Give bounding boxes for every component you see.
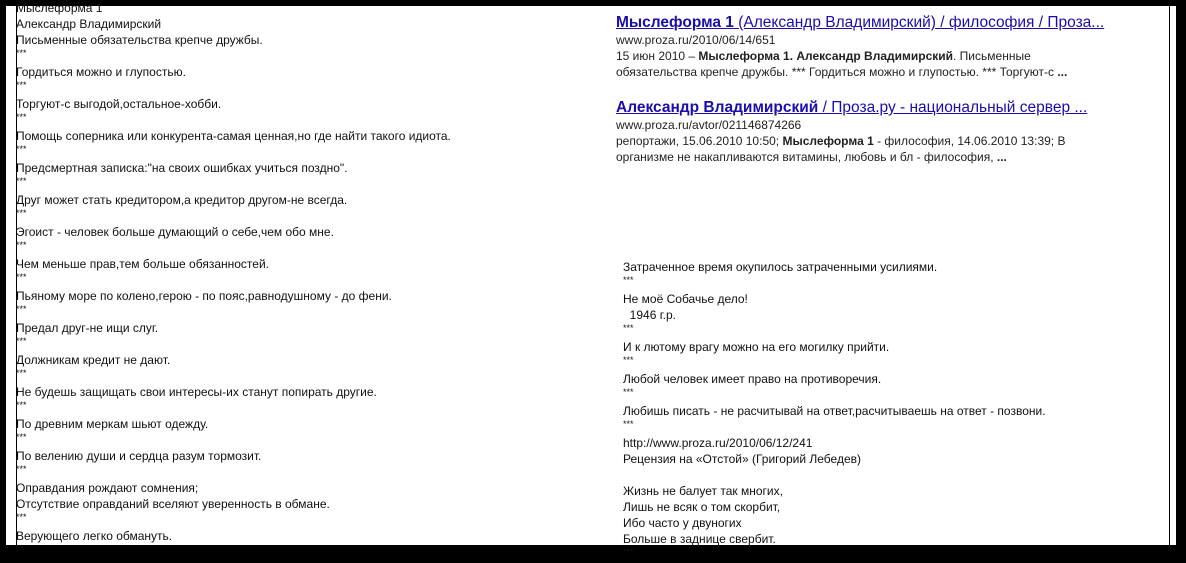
separator: *** [16,432,27,442]
source-link[interactable]: http://www.proza.ru/2010/06/12/241 [623,436,813,450]
result-url: www.proza.ru/2010/06/14/651 [616,33,776,47]
separator: *** [16,512,27,522]
result-title-rest: / философия / Проза... [935,14,1105,31]
separator: *** [623,323,634,333]
separator: *** [16,464,27,474]
search-result [616,13,1111,80]
blank-line [623,467,1143,483]
separator: *** [623,419,634,429]
birth-year: 1946 г.р. [623,308,676,322]
separator: *** [16,272,27,282]
snippet-ellipsis: ... [1057,65,1068,79]
review-heading: Рецензия на «Отстой» (Григорий Лебедев) [623,452,861,466]
poem-line: Жизнь не балует так многих, [623,484,783,498]
snippet-bold: Мыслеформа 1 [782,134,874,148]
snippet-ellipsis: ... [996,150,1007,164]
right-border-line [1169,6,1170,545]
aphorism-text: Чем меньше прав,тем больше обязанностей. [16,257,269,271]
aphorism-text: Затраченное время окупилось затраченными усилиями. [623,260,938,274]
result-title-bold: Мыслеформа 1 [616,14,734,31]
snippet-text: репортажи, 15.06.2010 10:50; [616,134,783,148]
aphorism-text: Не будешь защищать свои интересы-их станут попирать другие. [16,385,377,399]
aphorism-text: Оправдания рождают сомнения; [16,481,199,495]
separator: *** [16,368,27,378]
result-snippet [616,133,1111,165]
separator: *** [16,240,27,250]
separator: *** [16,336,27,346]
separator: *** [623,547,634,557]
aphorism-text: Помощь соперника или конкурента-самая ценная,но где найти такого идиота. [16,129,451,143]
aphorism-text: По древним меркам шьют одежду. [16,417,209,431]
author-name: Александр Владимирский [16,17,162,31]
work-title: Мыслеформа 1 [16,1,103,15]
aphorism-text: Гордиться можно и глупостью. [16,65,186,79]
separator: *** [16,80,27,90]
snippet-bold: Мыслеформа 1. Александр Владимирский [698,49,954,63]
page-frame [4,1,1178,557]
result-title-rest: / Проза.ру - национальный сервер ... [818,99,1088,116]
result-title-author: (Александр Владимирский) [738,14,936,31]
separator: *** [16,304,27,314]
aphorism-text: Торгуют-с выгодой,остальное-хобби. [16,97,222,111]
snippet-text: - философия, 14.06.2010 13:39; В организме не накапливаются витамины, любовь и бл - философия, [616,134,1066,164]
separator: *** [16,208,27,218]
result-snippet [616,48,1111,80]
snippet-date: 15 июн 2010 – [616,49,699,63]
aphorism-text: Любишь писать - не расчитывай на ответ,расчитываешь на ответ - позвони. [623,404,1046,418]
aphorism-text: Предал друг-не ищи слуг. [16,321,159,335]
separator: *** [623,275,634,285]
result-title-link[interactable] [616,98,1111,117]
separator: *** [16,400,27,410]
aphorism-text: По велению души и сердца разум тормозит. [16,449,262,463]
result-title-bold: Александр Владимирский [616,99,819,116]
aphorism-text: Любой человек имеет право на противоречия. [623,372,882,386]
aphorism-text: Не моё Собачье дело! [623,292,748,306]
search-result [616,98,1111,165]
aphorism-column [16,0,616,544]
continued-text-column [623,259,1143,563]
snippet-text: . Письменные обязательства крепче дружбы. *** Гордиться можно и глупостью. *** Торгуют-с [616,49,1058,79]
aphorism-text: Верующего легко обмануть. [16,529,173,543]
aphorism-text: И к лютому врагу можно на его могилку прийти. [623,340,890,354]
search-results [616,13,1111,183]
separator: *** [16,48,27,58]
poem-line: Больше в заднице свербит. [623,532,776,546]
result-title-link[interactable] [616,13,1111,32]
aphorism-text: Предсмертная записка:"на своих ошибках учиться поздно". [16,161,348,175]
separator: *** [623,387,634,397]
aphorism-text: Отсутствие оправданий вселяют уверенность в обмане. [16,497,330,511]
aphorism-text: Должникам кредит не дают. [16,353,171,367]
poem-line: Лишь не всяк о том скорбит, [623,500,781,514]
aphorism-text: Друг может стать кредитором,а кредитор другом-не всегда. [16,193,348,207]
aphorism-text: Эгоист - человек больше думающий о себе,чем обо мне. [16,225,334,239]
aphorism-text: Письменные обязательства крепче дружбы. [16,33,263,47]
separator: *** [16,144,27,154]
separator: *** [16,176,27,186]
result-url: www.proza.ru/avtor/021146874266 [616,118,802,132]
aphorism-text: Пьяному море по колено,герою - по пояс,равнодушному - до фени. [16,289,392,303]
poem-line: Ибо часто у двуногих [623,516,742,530]
separator: *** [16,112,27,122]
separator: *** [623,355,634,365]
